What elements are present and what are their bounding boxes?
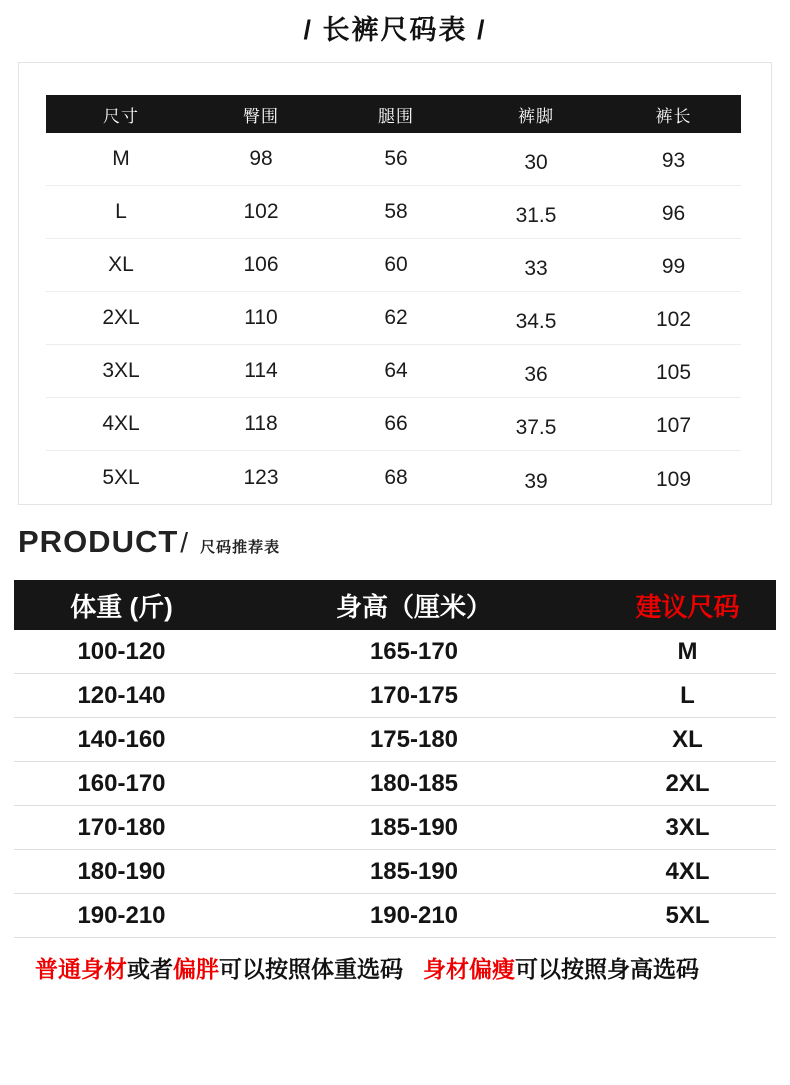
- size-cell: L: [115, 200, 127, 223]
- page-title: / 长裤尺码表 /: [303, 15, 487, 45]
- size-table-col-size: 尺寸: [103, 106, 139, 126]
- length-cell: 105: [655, 361, 692, 384]
- recommend-table-row: [14, 718, 776, 762]
- size-table-card: [18, 62, 772, 505]
- size-cell: M: [112, 147, 130, 170]
- size-table-header-row: [46, 95, 741, 133]
- size-cell: 5XL: [102, 465, 140, 489]
- recommend-col-height: 身高（厘米）: [335, 591, 492, 622]
- hip-cell: 106: [243, 253, 279, 276]
- size-cell: 2XL: [102, 306, 140, 329]
- thigh-cell: 58: [384, 200, 408, 223]
- recommend-table-row: [14, 674, 776, 718]
- size-table-row: [46, 451, 741, 504]
- note-segment: 或者: [127, 956, 173, 982]
- thigh-cell: 56: [384, 147, 408, 170]
- size-table-col-hip: 臀围: [243, 106, 279, 126]
- size-cell: XL: [108, 253, 134, 276]
- hem-cell: 31.5: [515, 204, 557, 227]
- size-cell: 3XL: [665, 813, 710, 841]
- recommend-table-row: [14, 850, 776, 894]
- size-table-row: [46, 398, 741, 451]
- size-table-body: [46, 133, 741, 504]
- hip-cell: 102: [243, 200, 279, 223]
- size-table-row: [46, 292, 741, 345]
- note-segment: 可以按照身高选码: [515, 956, 699, 982]
- size-cell: 2XL: [665, 769, 710, 797]
- note-segment: 身材偏瘦: [423, 956, 515, 982]
- recommend-table: [14, 580, 776, 938]
- height-cell: 175-180: [369, 725, 459, 753]
- thigh-cell: 62: [384, 306, 408, 329]
- hem-cell: 37.5: [515, 416, 557, 439]
- recommend-table-row: [14, 806, 776, 850]
- length-cell: 99: [661, 255, 686, 278]
- weight-cell: 180-190: [77, 857, 166, 885]
- recommend-table-row: [14, 762, 776, 806]
- product-heading-text: PRODUCT: [18, 524, 179, 559]
- recommend-col-weight: 体重 (斤): [70, 591, 173, 622]
- size-cell: XL: [672, 725, 703, 753]
- height-cell: 180-185: [369, 769, 459, 797]
- product-heading-slash: /: [180, 527, 189, 558]
- weight-cell: 120-140: [77, 681, 166, 709]
- length-cell: 107: [655, 414, 692, 437]
- hip-cell: 110: [244, 306, 278, 329]
- hip-cell: 118: [244, 412, 278, 435]
- height-cell: 185-190: [369, 857, 459, 885]
- weight-cell: 140-160: [77, 725, 166, 753]
- product-subheading: 尺码推荐表: [200, 539, 281, 556]
- note-segment: 可以按照体重选码: [219, 956, 403, 982]
- hem-cell: 30: [524, 151, 548, 174]
- length-cell: 96: [661, 202, 686, 225]
- size-cell: M: [677, 637, 698, 665]
- hip-cell: 114: [244, 359, 278, 382]
- hem-cell: 33: [524, 257, 548, 280]
- size-cell: 3XL: [102, 359, 140, 382]
- thigh-cell: 60: [384, 253, 408, 276]
- hem-cell: 39: [524, 469, 548, 493]
- size-cell: 4XL: [102, 412, 140, 435]
- hip-cell: 123: [243, 465, 279, 489]
- size-advice-note: [35, 952, 775, 986]
- product-section-heading: [18, 524, 280, 560]
- recommend-table-row: [14, 894, 776, 938]
- thigh-cell: 66: [384, 412, 408, 435]
- note-segment: 普通身材: [35, 956, 127, 982]
- weight-cell: 160-170: [77, 769, 166, 797]
- height-cell: 190-210: [369, 901, 459, 929]
- recommend-col-size: 建议尺码: [635, 591, 740, 622]
- hem-cell: 36: [524, 363, 548, 386]
- height-cell: 185-190: [369, 813, 459, 841]
- height-cell: 170-175: [369, 681, 459, 709]
- thigh-cell: 64: [384, 359, 408, 382]
- size-table-col-hem: 裤脚: [518, 106, 554, 126]
- length-cell: 102: [655, 308, 692, 331]
- note-segment: 偏胖: [173, 956, 219, 982]
- size-table-row: [46, 345, 741, 398]
- size-table-row: [46, 133, 741, 186]
- height-cell: 165-170: [369, 637, 459, 665]
- weight-cell: 190-210: [77, 901, 166, 929]
- size-table-row: [46, 186, 741, 239]
- length-cell: 93: [661, 149, 686, 172]
- weight-cell: 100-120: [77, 637, 166, 665]
- recommend-table-header-row: [14, 580, 776, 630]
- size-table-row: [46, 239, 741, 292]
- hip-cell: 98: [249, 147, 273, 170]
- size-cell: 5XL: [665, 901, 710, 929]
- hem-cell: 34.5: [515, 310, 557, 333]
- size-table-col-length: 裤长: [655, 106, 692, 126]
- thigh-cell: 68: [384, 465, 408, 489]
- recommend-table-row: [14, 630, 776, 674]
- size-cell: L: [680, 681, 695, 709]
- size-cell: 4XL: [665, 857, 710, 885]
- size-table-col-thigh: 腿围: [378, 106, 414, 126]
- length-cell: 109: [655, 467, 692, 491]
- weight-cell: 170-180: [77, 813, 166, 841]
